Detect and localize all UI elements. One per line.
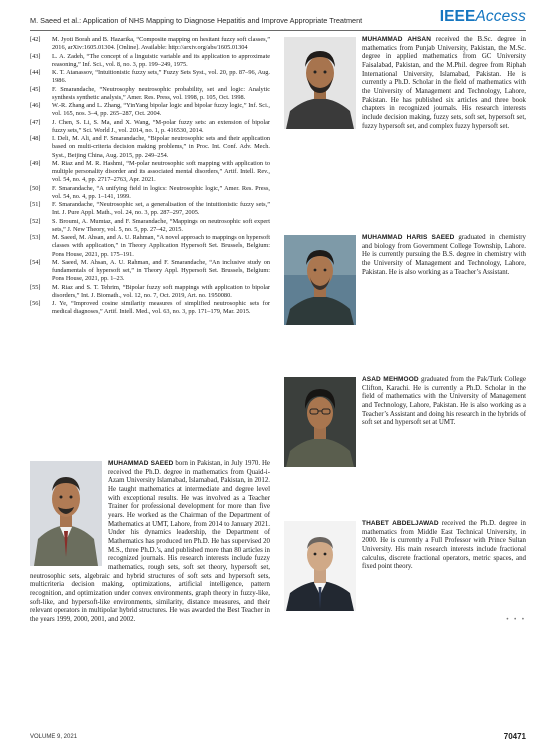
author-name-saeed: MUHAMMAD SAEED bbox=[108, 460, 174, 467]
reference-text: M. Jyoti Borah and B. Hazarika, “Composite mapping on hesitant fuzzy soft classes,” 2016, arXiv:1605.01304. [Online]. Available: http://arxiv.org/abs/1605.01304 bbox=[52, 36, 270, 52]
bio-muhammad-haris-saeed bbox=[284, 234, 526, 327]
reference-number: [51] bbox=[30, 201, 41, 208]
author-name-haris: MUHAMMAD HARIS SAEED bbox=[362, 234, 455, 241]
author-name-thabet: THABET ABDELJAWAD bbox=[362, 520, 439, 527]
bio-muhammad-ahsan bbox=[284, 36, 526, 131]
reference-number: [47] bbox=[30, 118, 41, 126]
reference-number: [42] bbox=[30, 36, 41, 43]
reference-number: [43] bbox=[30, 52, 41, 60]
footer-volume: VOLUME 9, 2021 bbox=[30, 734, 78, 740]
reference-text: M. Riaz and M. R. Hashmi, “M-polar neutrosophic soft mapping with application to multiple personality disorder and its associated mental disorders,” Artif. Intell. Rev., vol. 54, no. 4, pp. 2717–2763, Apr. 2021. bbox=[52, 159, 270, 184]
reference-entry bbox=[30, 135, 270, 160]
reference-entry bbox=[30, 160, 270, 185]
bio-text-haris: graduated in chemistry and biology from Government College Township, Lahore. He is currently pursuing the B.S. degree in chemistry with the University of Management and Technology, Lahore, Pakistan. He is also working as a Teacher’s Assistant. bbox=[362, 234, 526, 276]
reference-entry bbox=[30, 36, 270, 53]
running-title: M. Saeed et al.: Application of NHS Mapping to Diagnose Hepatitis and Improve Appropriate Treatment bbox=[30, 16, 363, 25]
reference-entry bbox=[30, 53, 270, 70]
reference-entry bbox=[30, 69, 270, 86]
reference-number: [54] bbox=[30, 258, 41, 266]
logo-access-text: Access bbox=[475, 8, 526, 25]
reference-text: F. Smarandache, “Neutrosophic set, a generalisation of the intuitionistic fuzzy sets,” Int. J. Pure Appl. Math., vol. 24, no. 3, pp. 287–297, 2005. bbox=[52, 201, 270, 217]
reference-text: K. T. Atanassov, “Intuitionistic fuzzy sets,” Fuzzy Sets Syst., vol. 20, pp. 87–96, Aug. 1986. bbox=[52, 69, 270, 85]
bio-thabet-abdeljawad bbox=[284, 520, 526, 624]
reference-text: J. Ye, “Improved cosine similarity measures of simplified neutrosophic sets for medical diagnoses,” Artif. Intell. Med., vol. 63, no. 3, pp. 171–179, Mar. 2015. bbox=[52, 300, 270, 316]
reference-text: S. Broumi, A. Mumtaz, and F. Smarandache, “Mappings on neutrosophic soft expert sets,” J. New Theory, vol. 5, no. 5, pp. 27–42, 2015. bbox=[52, 217, 270, 233]
author-photo-haris bbox=[284, 235, 356, 325]
reference-number: [52] bbox=[30, 217, 41, 225]
logo-ieee-text: IEEE bbox=[439, 8, 476, 25]
reference-text: L. A. Zadeh, “The concept of a linguistic variable and its application to approximate reasoning,” Inf. Sci., vol. 8, no. 3, pp. 199–249, 1975. bbox=[52, 52, 270, 68]
reference-text: M. Saeed, M. Ahsan, and A. U. Rahman, “A novel approach to mappings on hypersoft classes with application,” in Theory Application Hypersoft Set. Brussels, Belgium: Pons House, 2021, pp. 175–191. bbox=[52, 234, 270, 258]
bio-text-saeed: born in Pakistan, in July 1970. He received the Ph.D. degree in mathematics from Quaid-i-Azam University Islamabad, Islamabad, Pakistan, in 2012. He taught mathematics at intermediate and degree level with exceptional results. He was involved as a Teacher Trainer for professional development for more than five years. He worked as the Chairman of the Department of Mathematics at UMT, Lahore, from 2014 to January 2021. Under his dynamics leadership, the Department of Mathematics has produced ten Ph.D. He has supervised 20 M.S., three Ph.D.’s, and published more than 80 articles in recognized journals. His research interests include fuzzy mathematics, rough sets, soft set theory, hypersoft set, neutrosophic sets, algebraic and hybrid structures of soft sets and hypersoft sets, multicriteria decision making, optimizations, artificial intelligence, pattern recognition, and optimization under convex environments, graph theory in fuzzy-like, soft-like, and hypersoft-like environments, similarity, distance measures, and their relevant operators in multipolar hybrid structures. He was awarded the Best Teacher in the years 1999, 2000, 2001, and 2002. bbox=[30, 460, 270, 623]
bio-text-asad: graduated from the Pak/Turk College Clifton, Karachi. He is currently a Ph.D. Scholar in the field of mathematics with the University of Management and Technology, Lahore, Pakistan. He is also working as a Teacher’s Assistant and doing his research in the hybrids of soft set and hypersoft set at UMT. bbox=[362, 376, 526, 427]
author-photo-asad bbox=[284, 377, 356, 467]
end-of-article-mark: • • • bbox=[506, 617, 526, 624]
reference-text: F. Smarandache, “Neutrosophy neutrosophic probability, set and logic: Analytic synthesis synthetic analysis,” Amer. Res. Press, vol. 1998, p. 105, Oct. 1998. bbox=[52, 85, 270, 101]
reference-number: [50] bbox=[30, 184, 41, 192]
reference-number: [45] bbox=[30, 85, 41, 93]
reference-entry bbox=[30, 185, 270, 202]
author-photo-ahsan bbox=[284, 37, 356, 129]
reference-number: [49] bbox=[30, 159, 41, 167]
author-name-ahsan: MUHAMMAD AHSAN bbox=[362, 36, 431, 43]
reference-number: [56] bbox=[30, 300, 41, 307]
bio-muhammad-saeed bbox=[30, 460, 270, 624]
reference-number: [53] bbox=[30, 234, 41, 241]
reference-text: I. Deli, M. Ali, and F. Smarandache, “Bipolar neutrosophic sets and their application based on multi-criteria decision making problems,” in Proc. Int. Conf. Adv. Mech. Syst., Beijing China, Aug. 2015, pp. 249–254. bbox=[52, 135, 270, 159]
reference-entry bbox=[30, 284, 270, 301]
reference-entry bbox=[30, 300, 270, 317]
author-name-asad: ASAD MEHMOOD bbox=[362, 376, 419, 383]
bio-text-thabet: received the Ph.D. degree in mathematics from Middle East Technical University, in 2000. He is currently a Full Professor with Prince Sultan University. His main research interests include fractional calculus, discrete fractional operators, metric spaces, and fixed point theory. bbox=[362, 520, 526, 571]
reference-text: J. Chen, S. Li, S. Ma, and X. Wang, “M-polar fuzzy sets: an extension of bipolar fuzzy sets,” Sci. World J., vol. 2014, no. 1, p. 416530, 2014. bbox=[52, 118, 270, 134]
reference-number: [44] bbox=[30, 69, 41, 76]
author-photo-thabet bbox=[284, 521, 356, 611]
reference-entry bbox=[30, 102, 270, 119]
ieee-access-logo bbox=[440, 8, 526, 26]
bio-asad-mehmood bbox=[284, 376, 526, 469]
reference-entry bbox=[30, 119, 270, 136]
reference-text: M. Saeed, M. Ahsan, A. U. Rahman, and F. Smarandache, “An inclusive study on fundamentals of hypersoft set,” in Theory Appl. Hypersoft Set. Brussels, Belgium: Pons House, 2021, pp. 1–23. bbox=[52, 258, 270, 283]
reference-entry bbox=[30, 234, 270, 259]
reference-number: [55] bbox=[30, 283, 41, 291]
reference-text: W.-R. Zhang and L. Zhang, “YinYang bipolar logic and bipolar fuzzy logic,” Inf. Sci., vol. 165, nos. 3–4, pp. 265–287, Oct. 2004. bbox=[52, 102, 270, 118]
reference-entry bbox=[30, 86, 270, 103]
reference-list bbox=[30, 36, 270, 317]
footer-page-number: 70471 bbox=[503, 732, 526, 741]
author-photo-saeed bbox=[30, 461, 102, 566]
reference-number: [46] bbox=[30, 102, 41, 109]
reference-number: [48] bbox=[30, 135, 41, 142]
bio-text-ahsan: received the B.Sc. degree in mathematics from Punjab University, Pakistan, the M.Sc. degree in applied mathematics from GC University Faisalabad, Pakistan, and the M.Phil. degree from Riphah International University, Islamabad, Pakistan. He is currently a Ph.D. Scholar in the field of mathematics with the University of Management and Technology, Lahore, Pakistan. He has published six articles and three book chapters in recognized journals. His research interests include decision making, fuzzy sets, soft set, hypersoft set, fuzzy hypersoft set, and complex fuzzy hypersoft set. bbox=[362, 36, 526, 130]
page-header bbox=[30, 8, 526, 30]
reference-entry bbox=[30, 201, 270, 218]
reference-text: M. Riaz and S. T. Tehrim, “Bipolar fuzzy soft mappings with application to bipolar disorders,” Int. J. Biomath., vol. 12, no. 7, Oct. 2019, Art. no. 1950080. bbox=[52, 283, 270, 299]
reference-text: F. Smarandache, “A unifying field in logics: Neutrosophic logic,” Amer. Res. Press, vol. 54, no. 4, pp. 1–141, 1999. bbox=[52, 184, 270, 200]
reference-entry bbox=[30, 218, 270, 235]
header-rule bbox=[30, 30, 526, 31]
reference-entry bbox=[30, 259, 270, 284]
